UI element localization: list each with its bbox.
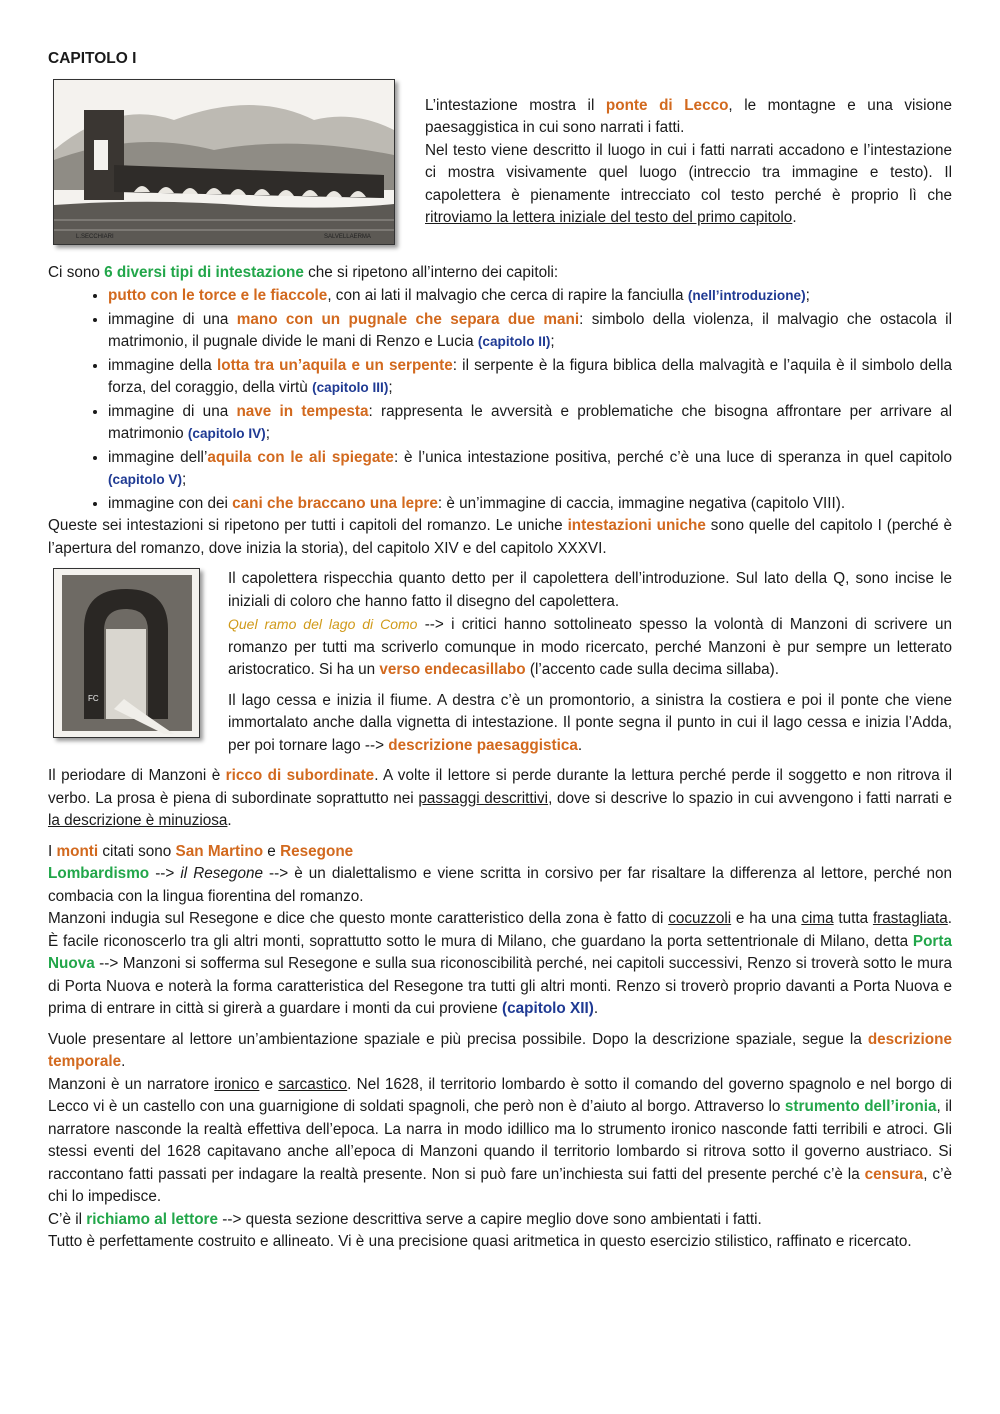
incipit-paragraph: Quel ramo del lago di Como --> i critici hanno sottolineato spesso la volontà di Manzoni di scrivere un romanzo per tutti ma scriverlo comunque in modo ricercato, perché Manzoni è pur sempre un letterato aristocratico. Si ha un verso endecasillabo (l’accento cade sulla decima sillaba). [228,616,953,678]
monti-section: I monti citati sono San Martino e Resegone Lombardismo --> il Resegone --> è un dialettalismo e viene scritta in corsivo per far risaltare la differenza al lettore, perché non combacia con la lingua fiorentina del romanzo. Manzoni indugia sul Resegone e dice che questo monte caratteristico della zona è fatto di cocuzzoli e ha una cima tutta frastagliata. È facile riconoscerlo tra gli altri monti, soprattutto sotto le mura di Milano, che guardano la porta settentrionale di Milano, detta Porta Nuova --> Manzoni si sofferma sul Resegone e sulla sua riconoscibilità perché, nei capitoli successivi, Renzo si troverà sotto le mura di Porta Nuova e noterà la forma caratteristica del Resegone tra tutti gli altri monti. Renzo si troverò proprio davanti a Porta Nuova e prima di entrare in città si girerà a guardare i monti da cui proviene (capitolo XII). [48,842,953,1017]
svg-text:SALVELLAERMA: SALVELLAERMA [324,233,371,240]
types-intro: Ci sono 6 diversi tipi di intestazione che si ripetono all’interno dei capitoli: [48,263,559,281]
svg-text:FC: FC [88,694,99,703]
intro-section [48,79,952,254]
intro-paragraph: L’intestazione mostra il ponte di Lecco, le montagne e una visione paesaggistica in cui sono narrati i fatti. Nel testo viene descritto il luogo in cui i fatti narrati accadono e l’intestazione ci mostra visivamente quel luogo (intreccio tra immagine e testo). Il capolettera è pienamente intrecciato col testo perché è proprio lì che ritroviamo la lettera iniziale del testo del primo capitolo. [425,96,952,226]
lake-paragraph: Il lago cessa e inizia il fiume. A destra c’è un promontorio, a sinistra la costiera e poi il ponte che viene immortalato anche dalla vignetta di intestazione. Il ponte segna il punto in cui il lago cessa e inizia l’Adda, per poi tornare lago --> descrizione paesaggistica. [228,691,952,754]
list-item: • putto con le torce e le fiaccole, con ai lati il malvagio che cerca di rapire la fanciulla (nell’introduzione); [108,284,952,308]
chapter-heading: CAPITOLO I [48,50,137,67]
capolettera-section [48,568,952,757]
list-item: • immagine dell’aquila con le ali spiegate: è l’unica intestazione positiva, perché c’è una luce di speranza in quel capitolo (capitolo V); [108,446,952,492]
list-item: • immagine di una nave in tempesta: rappresenta le avversità e problematiche che bisogna affrontare per arrivare al matrimonio (capitolo IV); [108,400,952,446]
list-item: • immagine della lotta tra un’aquila e un serpente: il serpente è la figura biblica della malvagità e l’aquila è il simbolo della forza, del coraggio, della virtù (capitolo III); [108,354,952,400]
final-section: Vuole presentare al lettore un’ambientazione spaziale e più precisa possibile. Dopo la descrizione spaziale, segue la descrizione temporale. Manzoni è un narratore ironico e sarcastico. Nel 1628, il territorio lombardo è sotto il comando del governo spagnolo e nel borgo di Lecco vi è un castello con una guarnigione di soldati spagnoli, che però non è d’aiuto al borgo. Attraverso lo strumento dell’ironia, il narratore nasconde la realtà effettiva dell’epoca. La narra in modo idillico ma lo strumento ironico nasconde fatti terribili e atroci. Gli stessi eventi del 1628 capitavano anche all’epoca di Manzoni quando il territorio lombardo si ritrova sotto il governo austriaco. Si raccontano fatti passati per indagare la realtà presente. Non si può fare un’inchiesta sui fatti del presente perché c’è la censura, c’è chi lo impedisce. C’è il richiamo al lettore --> questa sezione descrittiva serve a capire meglio dove sono ambientati i fatti. Tutto è perfettamente costruito e allineato. Vi è una precisione quasi aritmetica in questo esercizio stilistico, raffinato e ricercato. [48,1030,952,1250]
periodare-paragraph: Il periodare di Manzoni è ricco di subordinate. A volte il lettore si perde durante la lettura perché perde il soggetto e non ritrova il verbo. La prosa è piena di subordinate soprattutto nei passaggi descrittivi, dove si descrive lo spazio in cui avvengono i fatti narrati e la descrizione è minuziosa. [48,767,952,829]
document-page [48,48,952,1254]
capolettera-paragraph: Il capolettera rispecchia quanto detto per il capolettera dell’introduzione. Sul lato della Q, sono incise le iniziali di coloro che hanno fatto il disegno del capolettera. [228,570,952,610]
list-item: • immagine con dei cani che braccano una lepre: è un’immagine di caccia, immagine negativa (capitolo VIII). [108,492,952,516]
svg-text:L.SECCHIARI: L.SECCHIARI [76,233,114,240]
capolettera-q-illustration [53,568,200,738]
bridge-illustration [53,79,395,245]
list-item: • immagine di una mano con un pugnale che separa due mani: simbolo della violenza, il malvagio che ostacola il matrimonio, il pugnale divide le mani di Renzo e Lucia (capitolo II); [108,308,952,354]
capolettera-text [228,568,952,757]
header-types-list [48,284,952,515]
unique-headers-paragraph: Queste sei intestazioni si ripetono per tutti i capitoli del romanzo. Le uniche intestazioni uniche sono quelle del capitolo I (perché è l’apertura del romanzo, dove inizia la storia), del capitolo XIV e del capitolo XXXVI. [48,517,953,557]
